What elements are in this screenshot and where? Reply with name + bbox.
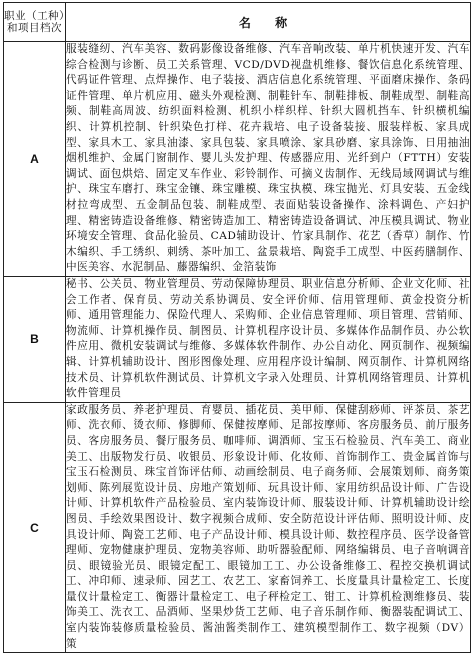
name-column-header: 名 称 (66, 3, 471, 42)
grade-cell-c: C (4, 402, 66, 653)
grade-column-header: 职业（工种）和项目档次 (4, 3, 66, 42)
grade-cell-b: B (4, 277, 66, 403)
table-header-row (4, 3, 471, 42)
grade-cell-a: A (4, 42, 66, 277)
table-row (4, 42, 471, 277)
occupation-list-a: 服装缝纫、汽车美容、数码影像设备维修、汽车音响改装、单片机快速开发、汽车综合检测与诊断、员工关系管理、VCD/DVD视盘机维修、餐饮信息化系统管理、代码证件管理、点焊操作、电子装接、酒店信息化系统管理、平面磨床操作、条码证件管理、单片机应用、磁头外观检测、制鞋针车、制鞋排板、制鞋成型、制鞋高频、制鞋高周波、纺织面料检测、机织小样织样、针织大圆机挡车、针织横机编织、计算机控制、针织染色打样、花卉栽培、电子设备装接、服装样板、家具成型、家具木工、家具油漆、家具包装、家具喷涂、家具砂磨、家具涂饰、日用抽油烟机维护、金属门窗制作、婴儿头发护理、传感器应用、光纤到户（FTTH）安装调试、面包烘焙、固定叉车作业、彩铃制作、可摘义齿制作、无线局域网调试与维护、珠宝车磨打、珠宝金镶、珠宝雕模、珠宝执模、珠宝抛光、灯具安装、五金线材拉弯成型、五金制品包装、制鞋成型、表面贴装设备操作、涂料调色、产妇护理、精密铸造设备维修、精密铸造加工、精密铸造设备调试、冲压模具调试、物业环境安全管理、食品化验员、CAD辅助设计、竹家具制作、花艺（香草）制作、竹木编织、手工绣织、刺绣、茶叶加工、盆景栽培、陶瓷手工成型、中医药膳制作、中医美容、水泥制品、藤器编织、金箔装饰 (66, 42, 471, 277)
occupation-list-b: 秘书、公关员、物业管理员、劳动保障协理员、职业信息分析师、企业文化师、社会工作者、保育员、劳动关系协调员、安全评价师、信用管理师、黄金投资分析师、通用管理能力、保险代理人、采购师、企业信息管理师、项目管理、营销师、物流师、计算机操作员、制图员、计算机程序设计员、多媒体作品制作员、办公软件应用、微机安装调试与维修、多媒体软件制作、办公自动化、网页制作、视频编辑、计算机辅助设计、图形图像处理、应用程序设计编制、网页制作、计算机网络技术员、计算机软件测试员、计算机文字录入处理员、计算机网络管理员、计算机软件管理员 (66, 277, 471, 403)
table-row (4, 402, 471, 653)
occupation-table (3, 2, 471, 653)
occupation-list-c: 家政服务员、养老护理员、育婴员、插花员、美甲师、保健刮痧师、评茶员、茶艺师、洗衣师、烫衣师、修脚师、保健按摩师、足部按摩师、客房服务员、前厅服务员、客房服务员、餐厅服务员、咖啡师、调酒师、宝玉石检验员、汽车美工、商业美工、出版物发行员、收银员、形象设计师、化妆师、首饰制作工、贵金属首饰与宝玉石检测员、珠宝首饰评估师、动画绘制员、电子商务师、会展策划师、商务策划师、陈列展览设计员、房地产策划师、玩具设计师、家用纺织品设计师、广告设计师、计算机软件产品检验员、室内装饰设计师、服装设计师、计算机辅助设计绘图员、手绘效果图设计、数字视频合成师、安全防范设计评估师、照明设计师、皮具设计师、陶瓷工艺师、电子产品设计师、模具设计师、数控程序员、医学设备管理师、宠物健康护理员、宠物美容师、助听器验配师、网络编辑员、电子音响调音员、眼镜验光员、眼镜定配工、眼镜加工工、办公设备维修工、程控交换机调试工、冲印师、速录师、园艺工、农艺工、家畜饲养工、长度量具计量检定工、长度量仪计量检定工、衡器计量检定工、电子秤检定工、钳工、计算机检测维修员、装饰美工、洗衣工、品酒师、坚果炒货工艺师、电子音乐制作师、衡器装配调试工、室内装饰装修质量检验员、酱油酱类制作工、建筑模型制作工、数字视频（DV）策 (66, 402, 471, 653)
table-row (4, 277, 471, 403)
